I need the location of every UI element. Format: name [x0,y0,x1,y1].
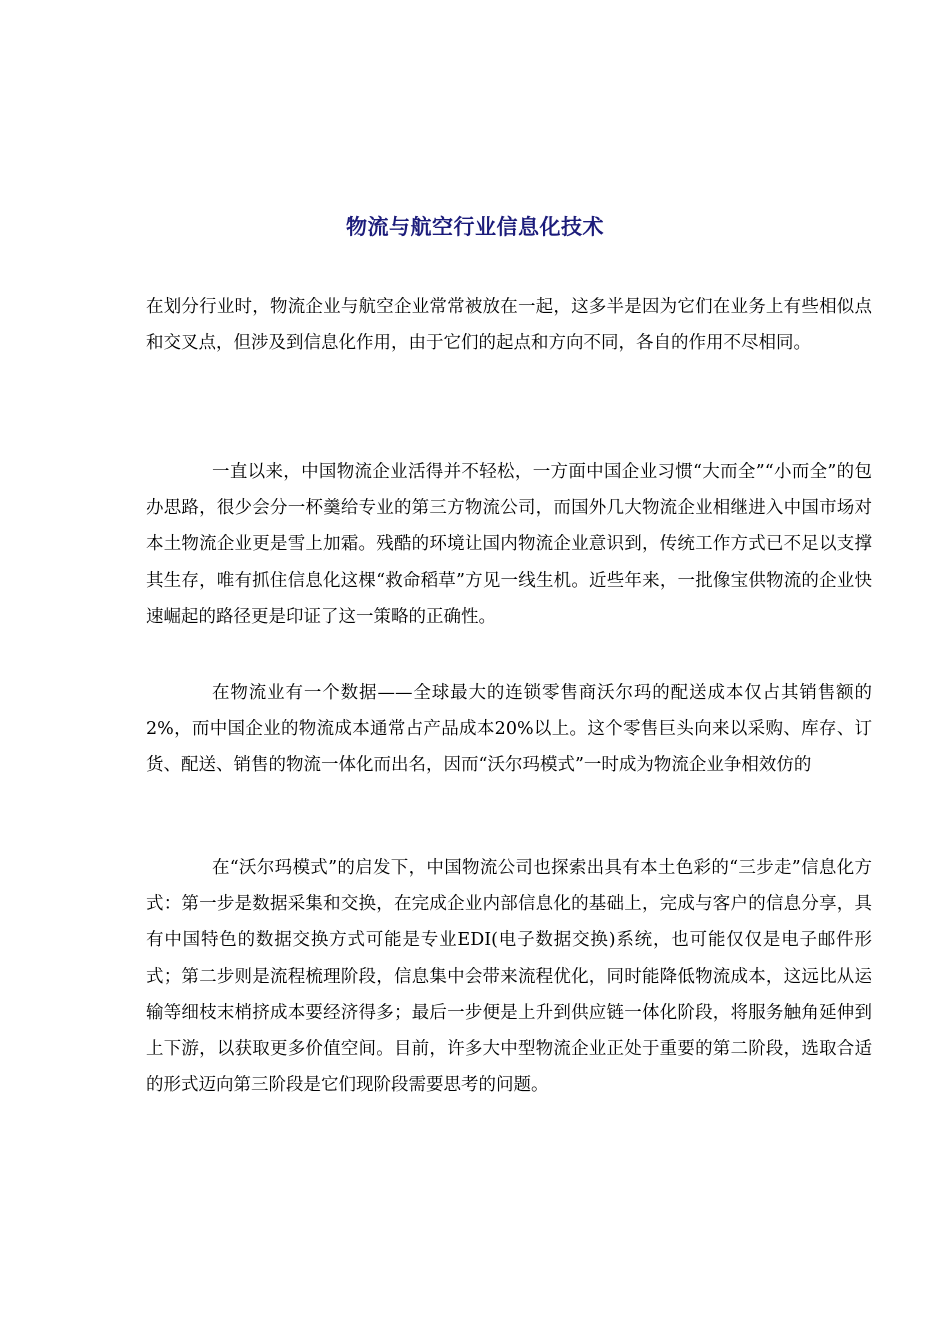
document-title: 物流与航空行业信息化技术 [346,215,604,239]
paragraph-logistics-history: 一直以来，中国物流企业活得并不轻松，一方面中国企业习惯“大而全”“小而全”的包办思路，很少会分一杯羹给专业的第三方物流公司，而国外几大物流企业相继进入中国市场对本土物流企业更是雪上加霜。残酷的环境让国内物流企业意识到，传统工作方式已不足以支撑其生存，唯有抓住信息化这棵“救命稻草”方见一线生机。近些年来，一批像宝供物流的企业快速崛起的路径更是印证了这一策略的正确性。 [146,462,872,627]
paragraph-walmart-data: 在物流业有一个数据——全球最大的连锁零售商沃尔玛的配送成本仅占其销售额的2%，而中国企业的物流成本通常占产品成本20%以上。这个零售巨头向来以采购、库存、订货、配送、销售的物流一体化而出名，因而“沃尔玛模式”一时成为物流企业争相效仿的 [146,683,872,776]
paragraph-intro: 在划分行业时，物流企业与航空企业常常被放在一起，这多半是因为它们在业务上有些相似点和交叉点，但涉及到信息化作用，由于它们的起点和方向不同，各自的作用不尽相同。 [146,297,872,354]
paragraph-three-steps: 在“沃尔玛模式”的启发下，中国物流公司也探索出具有本土色彩的“三步走”信息化方式：第一步是数据采集和交换，在完成企业内部信息化的基础上，完成与客户的信息分享，具有中国特色的数据交换方式可能是专业EDI(电子数据交换)系统，也可能仅仅是电子邮件形式；第二步则是流程梳理阶段，信息集中会带来流程优化，同时能降低物流成本，这远比从运输等细枝末梢挤成本要经济得多；最后一步便是上升到供应链一体化阶段，将服务触角延伸到上下游，以获取更多价值空间。目前，许多大中型物流企业正处于重要的第二阶段，选取合适的形式迈向第三阶段是它们现阶段需要思考的问题。 [146,858,872,1096]
